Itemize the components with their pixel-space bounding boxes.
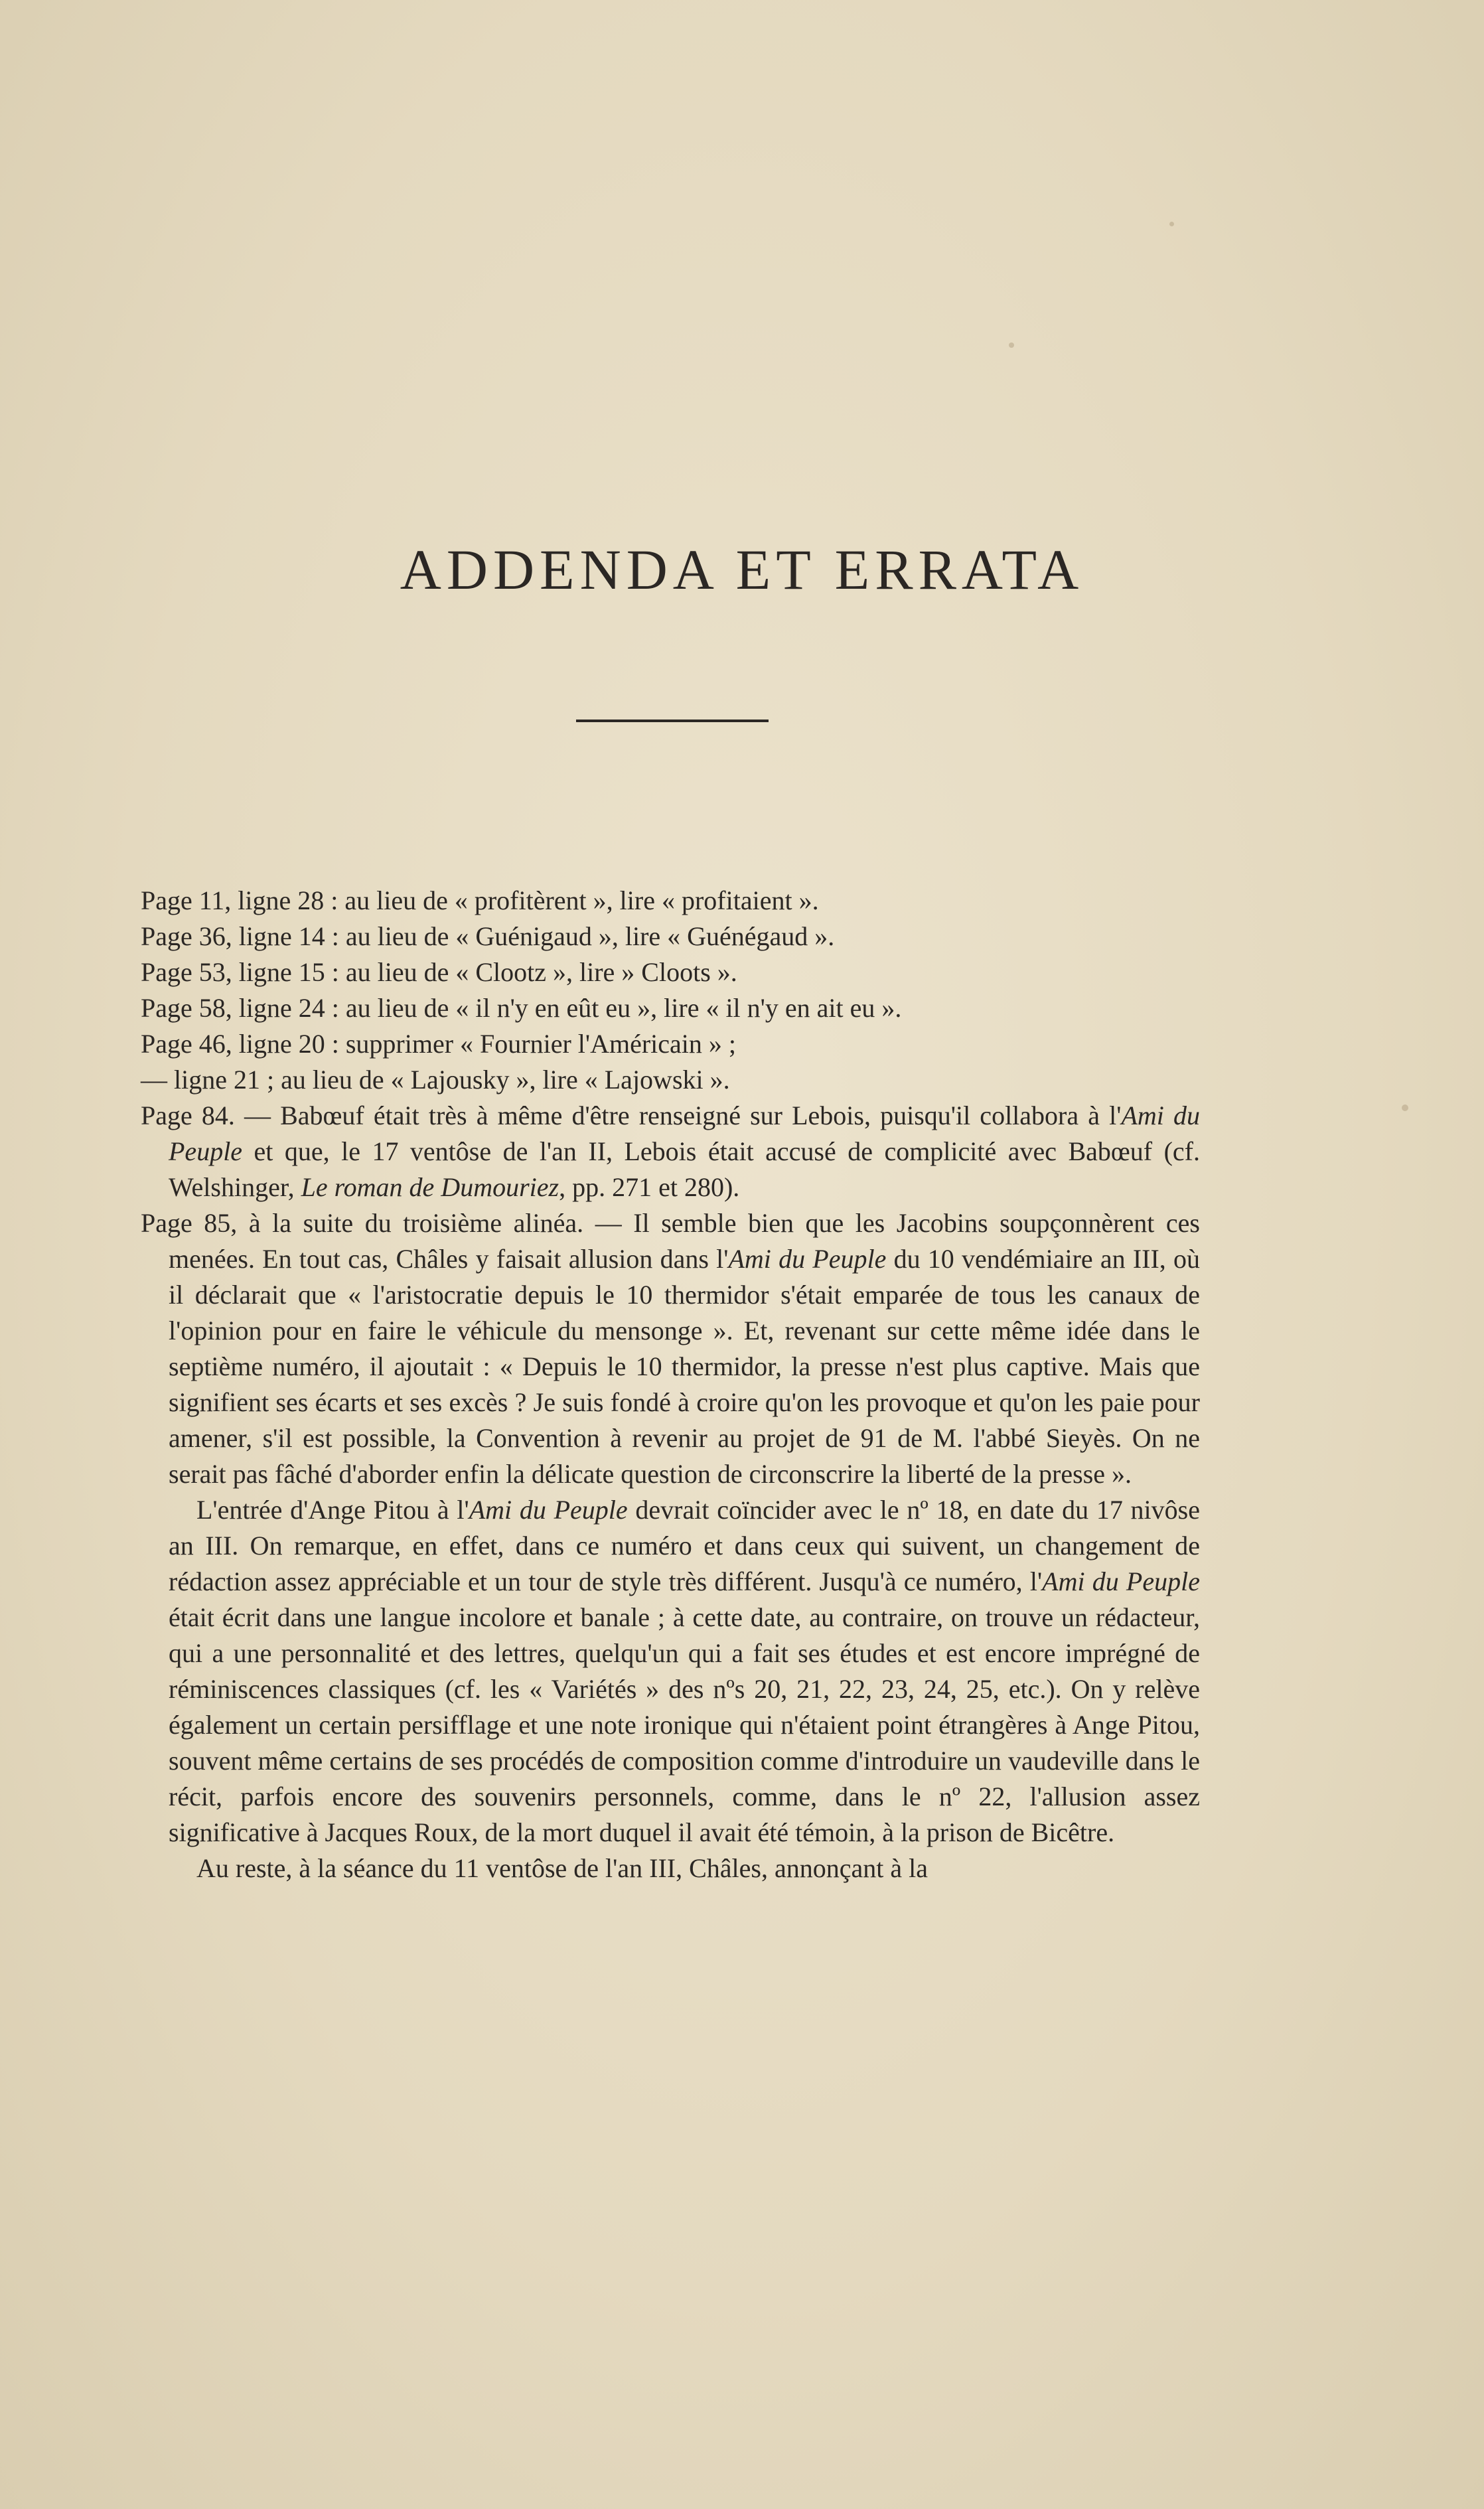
stain	[1402, 1104, 1408, 1111]
title-rule	[576, 720, 769, 722]
stain	[1009, 342, 1014, 348]
journal-title: Ami du Peuple	[728, 1244, 887, 1274]
text-run: Page 84. — Babœuf était très à même d'être renseigné sur Lebois, puisqu'il collabora à l'	[141, 1101, 1122, 1130]
paragraph	[141, 1492, 1200, 1851]
text-run: était écrit dans une langue incolore et banale ; à cette date, au contraire, on trouve un rédacteur, qui a une personnalité et des lettres, quelqu'un qui a fait ses études et est encore imprégné de réminiscences classiques (cf. les « Variétés » des nºs 20, 21, 22, 23, 24, 25, etc.). On y relève également un certain persifflage et une note ironique qui n'étaient point étrangères à Ange Pitou, souvent même certains de ses procédés de composition comme d'introduire un vaudeville dans le récit, parfois encore des souvenirs personnels, comme, dans le nº 22, l'allusion assez significative à Jacques Roux, de la mort duquel il avait été témoin, à la prison de Bicêtre.	[169, 1602, 1200, 1847]
erratum-entry: Page 11, ligne 28 : au lieu de « profitèrent », lire « profitaient ».	[141, 885, 819, 915]
text-run: Page 85, à la suite du troisième alinéa. — Il semble bien que les Jacobins soupçonnèrent ces menées. En tout cas, Châles y faisait allusion dans l'	[141, 1208, 1200, 1274]
erratum-entry: Page 46, ligne 20 : supprimer « Fournier l'Américain » ;	[141, 1029, 737, 1059]
addendum-page-84	[141, 1098, 1200, 1205]
text-run: L'entrée d'Ange Pitou à l'	[196, 1495, 469, 1525]
errata-body	[141, 883, 1200, 1886]
text-run: devrait coïncider avec le nº 18, en date du 17 nivôse an III. On remarque, en effet, dans ce numéro et dans ceux qui suivent, un changement de rédaction assez appréciable et un tour de style très différent. Jusqu'à ce numéro, l'	[169, 1495, 1200, 1596]
text-run: , pp. 271 et 280).	[559, 1172, 740, 1202]
journal-title: Ami du Peuple	[1042, 1566, 1200, 1596]
stain	[1169, 222, 1174, 226]
journal-title: Ami du Peuple	[469, 1495, 628, 1525]
page-title: ADDENDA ET ERRATA	[400, 538, 1084, 601]
journal-title: Ami du Peuple	[169, 1101, 1200, 1166]
text-run: et que, le 17 ventôse de l'an II, Lebois était accusé de complicité avec Babœuf (cf. Welshinger,	[169, 1136, 1200, 1202]
erratum-entry: Page 58, ligne 24 : au lieu de « il n'y en eût eu », lire « il n'y en ait eu ».	[141, 993, 902, 1023]
paragraph: Au reste, à la séance du 11 ventôse de l'an III, Châles, annonçant à la	[196, 1853, 928, 1883]
erratum-entry: — ligne 21 ; au lieu de « Lajousky », lire « Lajowski ».	[141, 1065, 730, 1095]
addendum-page-85	[141, 1205, 1200, 1492]
erratum-entry: Page 36, ligne 14 : au lieu de « Guénigaud », lire « Guénégaud ».	[141, 921, 835, 951]
book-title: Le roman de Dumouriez	[301, 1172, 559, 1202]
erratum-entry: Page 53, ligne 15 : au lieu de « Clootz », lire » Cloots ».	[141, 957, 737, 987]
text-run: du 10 vendémiaire an III, où il déclarait que « l'aristocratie depuis le 10 thermidor s'était emparée de tous les canaux de l'opinion pour en faire le véhicule du mensonge ». Et, revenant sur cette même idée dans le septième numéro, il ajoutait : « Depuis le 10 thermidor, la presse n'est plus captive. Mais que signifient ses écarts et ses excès ? Je suis fondé à croire qu'on les provoque et qu'on les paie pour amener, s'il est possible, la Convention à revenir au projet de 91 de M. l'abbé Sieyès. On ne serait pas fâché d'aborder enfin la délicate question de circonscrire la liberté de la presse ».	[169, 1244, 1200, 1489]
